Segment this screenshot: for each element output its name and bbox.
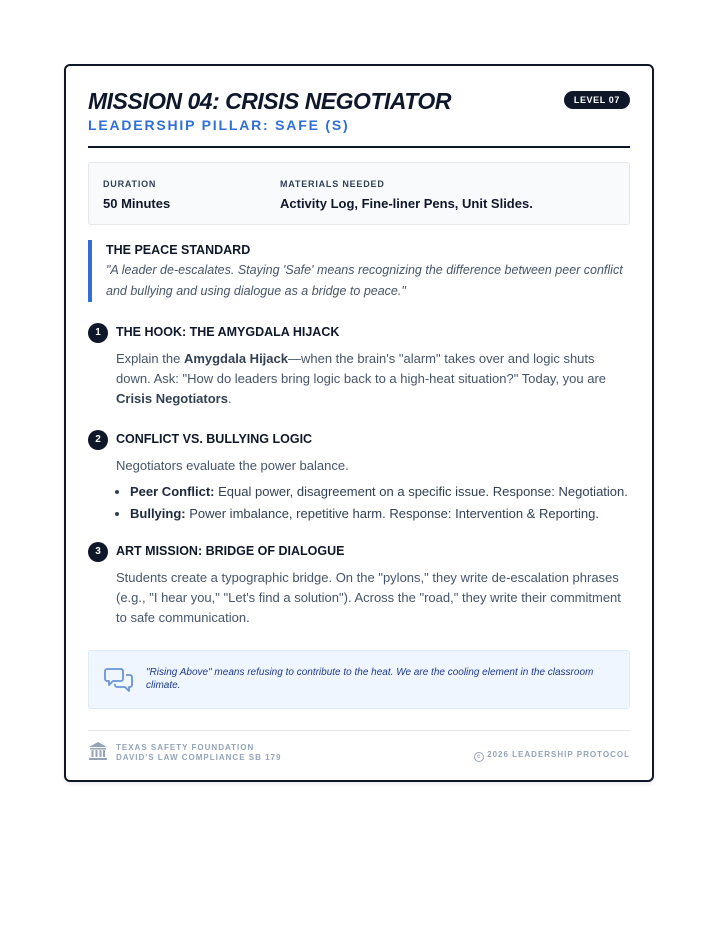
duration-value: 50 Minutes bbox=[103, 196, 171, 211]
footer-org bbox=[116, 743, 281, 763]
list-item: • Peer Conflict: Equal power, disagreement on a specific issue. Response: Negotiation. bbox=[130, 482, 630, 502]
section-body: Students create a typographic bridge. On the "pylons," they write de-escalation phrases (e.g., "I hear you," "Let's find a solution"). Across the "road," they write their commitment to safe communication. bbox=[116, 570, 621, 625]
step-number-badge: 3 bbox=[88, 542, 108, 562]
info-box bbox=[88, 162, 630, 225]
leadership-pillar-subtitle: LEADERSHIP PILLAR: SAFE (S) bbox=[88, 117, 350, 133]
footer-org-line2: DAVID'S LAW COMPLIANCE SB 179 bbox=[116, 753, 282, 762]
crisis-negotiators-term: Crisis Negotiators bbox=[116, 391, 228, 406]
section-title: THE HOOK: THE AMYGDALA HIJACK bbox=[116, 325, 340, 339]
callout-text: "Rising Above" means refusing to contribute to the heat. We are the cooling element in the classroom climate. bbox=[146, 667, 594, 691]
section-body: Explain the Amygdala Hijack—when the brain's "alarm" takes over and logic shuts down. Ask: "How do leaders bring logic back to a high-heat situation?" Today, you are Crisis Negotiators. bbox=[116, 351, 607, 406]
copyright-icon: c bbox=[474, 752, 484, 762]
section-intro: Negotiators evaluate the power balance. bbox=[116, 458, 349, 473]
duration-label: DURATION bbox=[103, 179, 157, 189]
mission-title: MISSION 04: CRISIS NEGOTIATOR bbox=[88, 88, 451, 114]
section-title: ART MISSION: BRIDGE OF DIALOGUE bbox=[116, 544, 345, 558]
comparison-list bbox=[116, 482, 630, 524]
list-item: • Bullying: Power imbalance, repetitive harm. Response: Intervention & Reporting. bbox=[130, 504, 630, 524]
peace-standard-quote: "A leader de-escalates. Staying 'Safe' means recognizing the difference between peer conflict and bullying and using dialogue as a bridge to peace." bbox=[106, 263, 623, 298]
chat-bubbles-icon bbox=[104, 666, 134, 694]
footer-org-line1: TEXAS SAFETY FOUNDATION bbox=[116, 743, 255, 752]
materials-label: MATERIALS NEEDED bbox=[280, 179, 385, 189]
institution-icon bbox=[88, 741, 108, 761]
footer-copyright bbox=[474, 750, 630, 762]
step-number-badge: 1 bbox=[88, 323, 108, 343]
section-body bbox=[116, 456, 630, 526]
header-divider bbox=[88, 146, 630, 148]
peace-standard-title: THE PEACE STANDARD bbox=[106, 243, 251, 257]
amygdala-hijack-term: Amygdala Hijack bbox=[183, 351, 288, 366]
level-badge: LEVEL 07 bbox=[564, 91, 630, 109]
materials-value: Activity Log, Fine-liner Pens, Unit Slides. bbox=[280, 196, 533, 211]
materials-block bbox=[280, 179, 533, 211]
mission-card bbox=[64, 64, 654, 782]
duration-block bbox=[103, 179, 170, 211]
section-title: CONFLICT VS. BULLYING LOGIC bbox=[116, 432, 313, 446]
callout-box bbox=[88, 650, 630, 709]
step-number-badge: 2 bbox=[88, 430, 108, 450]
peace-standard-block bbox=[88, 240, 630, 302]
copyright-text: 2026 LEADERSHIP PROTOCOL bbox=[487, 750, 630, 759]
footer-divider bbox=[88, 730, 630, 731]
